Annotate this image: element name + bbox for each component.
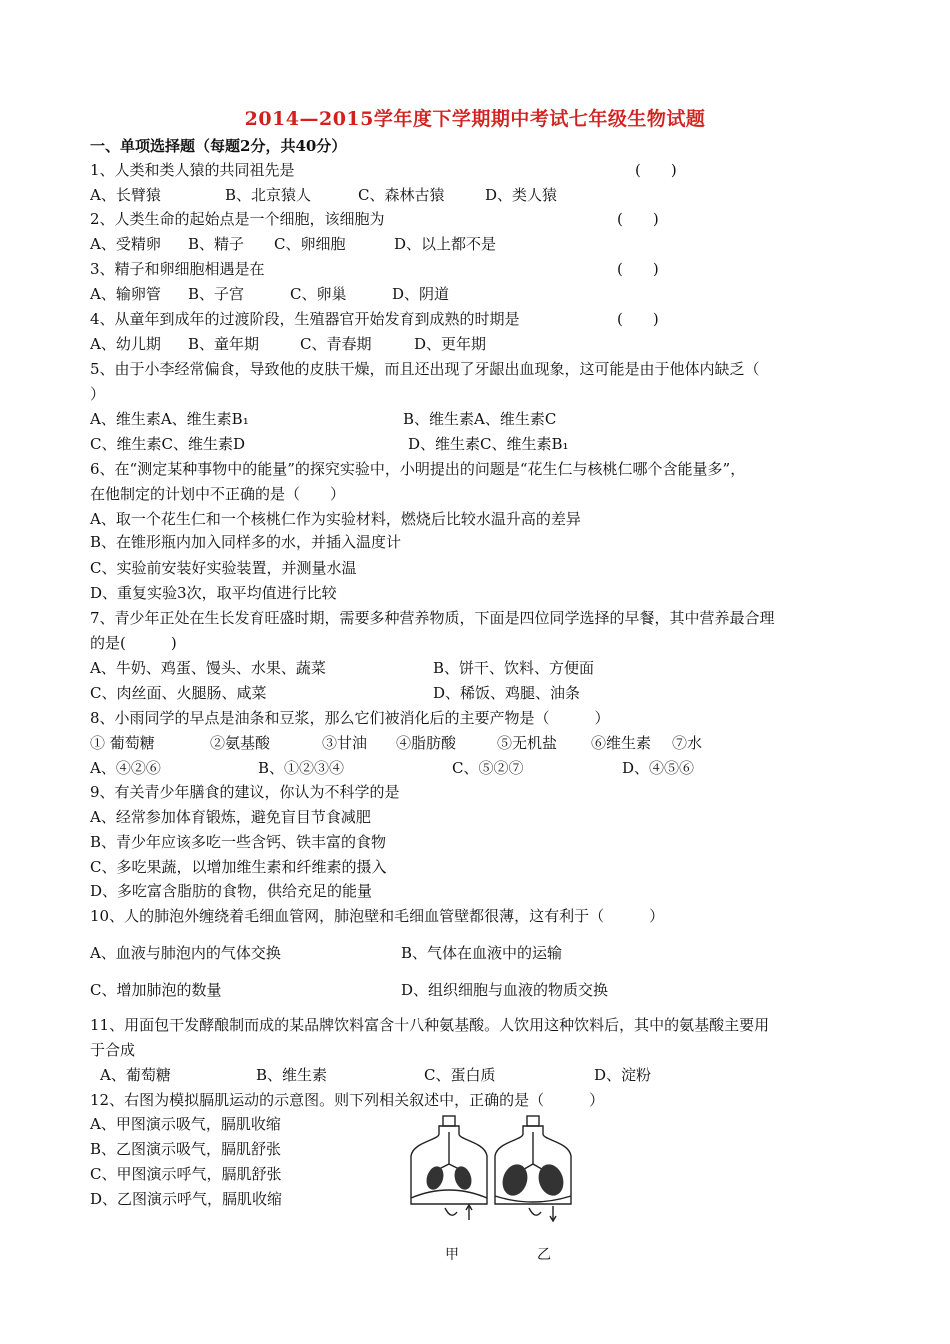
question-6-stem-cont: 在他制定的计划中不正确的是（ ） xyxy=(90,485,346,503)
question-6-option-b: B、在锥形瓶内加入同样多的水，并插入温度计 xyxy=(90,533,402,551)
question-7-option-b: B、饼干、饮料、方便面 xyxy=(433,659,595,677)
question-7-option-d: D、稀饭、鸡腿、油条 xyxy=(433,684,581,702)
question-4-option-b: B、童年期 xyxy=(188,335,260,353)
left-jar-stopper xyxy=(443,1116,455,1126)
section-heading: 一、单项选择题（每题2分，共40分） xyxy=(90,137,347,155)
question-5-option-b: B、维生素A、维生素C xyxy=(403,410,557,428)
right-jar-stopper xyxy=(527,1116,539,1126)
page-title: 2014—2015学年度下学期期中考试七年级生物试题 xyxy=(244,108,706,130)
question-4-option-d: D、更年期 xyxy=(414,335,487,353)
right-balloon-lung-2 xyxy=(535,1161,568,1199)
left-balloon-lung-2 xyxy=(452,1164,475,1192)
question-11-stem: 11、用面包干发酵酿制而成的某品牌饮料富含十八种氨基酸。人饮用这种饮料后，其中的氨基酸主要用 xyxy=(90,1016,770,1034)
question-5-stem: 5、由于小李经常偏食，导致他的皮肤干燥，而且还出现了牙龈出血现象，这可能是由于他体内缺乏（ xyxy=(90,360,760,378)
question-1-option-d: D、类人猿 xyxy=(485,186,558,204)
question-7-stem: 7、青少年正处在生长发育旺盛时期，需要多种营养物质，下面是四位同学选择的早餐，其中营养最合理 xyxy=(90,609,775,627)
question-6-option-a: A、取一个花生仁和一个核桃仁作为实验材料，燃烧后比较水温升高的差异 xyxy=(90,510,581,528)
question-7-option-a: A、牛奶、鸡蛋、馒头、水果、蔬菜 xyxy=(90,659,326,677)
question-8-option-c: C、⑤②⑦ xyxy=(452,759,524,777)
question-7-stem-cont: 的是( ) xyxy=(90,634,177,652)
question-2-stem: 2、人类生命的起始点是一个细胞，该细胞为 xyxy=(90,210,385,228)
question-11-option-a: A、葡萄糖 xyxy=(100,1066,171,1084)
question-9-stem: 9、有关青少年膳食的建议，你认为不科学的是 xyxy=(90,783,400,801)
question-8-item-2: ②氨基酸 xyxy=(210,734,271,752)
question-4-answer-paren: ( ) xyxy=(617,310,659,328)
question-2-answer-paren: ( ) xyxy=(617,210,659,228)
question-8-item-4: ④脂肪酸 xyxy=(396,734,457,752)
question-8-item-7: ⑦水 xyxy=(672,734,703,752)
question-7-option-c: C、肉丝面、火腿肠、咸菜 xyxy=(90,684,267,702)
question-2-option-a: A、受精卵 xyxy=(90,235,161,253)
bell-jar-diagram xyxy=(405,1112,585,1237)
right-balloon-lung-1 xyxy=(499,1161,532,1199)
question-11-option-c: C、蛋白质 xyxy=(424,1066,496,1084)
question-1-option-c: C、森林古猿 xyxy=(358,186,445,204)
question-12-option-a: A、甲图演示吸气，膈肌收缩 xyxy=(90,1115,281,1133)
question-3-stem: 3、精子和卵细胞相遇是在 xyxy=(90,260,265,278)
question-10-option-b: B、气体在血液中的运输 xyxy=(401,944,563,962)
question-9-option-d: D、多吃富含脂肪的食物，供给充足的能量 xyxy=(90,882,373,900)
question-8-item-3: ③甘油 xyxy=(322,734,368,752)
question-6-option-c: C、实验前安装好实验装置，并测量水温 xyxy=(90,559,357,577)
question-10-option-a: A、血液与肺泡内的气体交换 xyxy=(90,944,281,962)
diaphragm-model-figure xyxy=(405,1112,585,1262)
question-8-option-b: B、①②③④ xyxy=(258,759,345,777)
question-10-option-c: C、增加肺泡的数量 xyxy=(90,981,222,999)
question-3-answer-paren: ( ) xyxy=(617,260,659,278)
question-5-option-d: D、维生素C、维生素B₁ xyxy=(408,435,569,453)
figure-label-jia: 甲 xyxy=(445,1247,459,1263)
question-9-option-b: B、青少年应该多吃一些含钙、铁丰富的食物 xyxy=(90,833,387,851)
question-1-option-a: A、长臂猿 xyxy=(90,186,161,204)
question-11-option-b: B、维生素 xyxy=(256,1066,328,1084)
question-5-option-c: C、维生素C、维生素D xyxy=(90,435,245,453)
question-10-option-d: D、组织细胞与血液的物质交换 xyxy=(401,981,609,999)
figure-label-yi: 乙 xyxy=(537,1247,551,1263)
question-3-option-a: A、输卵管 xyxy=(90,285,161,303)
left-diaphragm-membrane xyxy=(411,1190,487,1198)
question-1-stem: 1、人类和类人猿的共同祖先是 xyxy=(90,161,295,179)
question-8-item-5: ⑤无机盐 xyxy=(497,734,558,752)
question-6-stem: 6、在“测定某种事物中的能量”的探究实验中，小明提出的问题是“花生仁与核桃仁哪个含能量多”， xyxy=(90,460,746,478)
left-balloon-lung-1 xyxy=(424,1164,447,1192)
question-10-stem: 10、人的肺泡外缠绕着毛细血管网，肺泡壁和毛细血管壁都很薄，这有利于（ ） xyxy=(90,907,665,925)
question-8-item-6: ⑥维生素 xyxy=(591,734,652,752)
question-8-option-d: D、④⑤⑥ xyxy=(622,759,695,777)
question-5-stem-cont: ） xyxy=(90,385,106,403)
question-5-option-a: A、维生素A、维生素B₁ xyxy=(90,410,249,428)
question-12-option-d: D、乙图演示呼气，膈肌收缩 xyxy=(90,1190,283,1208)
right-diaphragm-membrane xyxy=(495,1196,571,1202)
question-12-option-b: B、乙图演示吸气，膈肌舒张 xyxy=(90,1140,282,1158)
question-12-stem: 12、右图为模拟膈肌运动的示意图。则下列相关叙述中，正确的是（ ） xyxy=(90,1091,605,1109)
question-1-option-b: B、北京猿人 xyxy=(225,186,312,204)
question-2-option-b: B、精子 xyxy=(188,235,245,253)
question-8-item-1: ① 葡萄糖 xyxy=(90,734,155,752)
question-9-option-c: C、多吃果蔬，以增加维生素和纤维素的摄入 xyxy=(90,858,387,876)
question-6-option-d: D、重复实验3次，取平均值进行比较 xyxy=(90,584,337,602)
question-12-option-c: C、甲图演示呼气，膈肌舒张 xyxy=(90,1165,282,1183)
question-3-option-c: C、卵巢 xyxy=(290,285,347,303)
question-4-option-c: C、青春期 xyxy=(300,335,372,353)
question-11-stem-cont: 于合成 xyxy=(90,1041,136,1059)
question-3-option-b: B、子宫 xyxy=(188,285,245,303)
question-2-option-c: C、卵细胞 xyxy=(274,235,346,253)
question-4-stem: 4、从童年到成年的过渡阶段，生殖器官开始发育到成熟的时期是 xyxy=(90,310,520,328)
question-2-option-d: D、以上都不是 xyxy=(394,235,497,253)
question-4-option-a: A、幼儿期 xyxy=(90,335,161,353)
question-8-option-a: A、④②⑥ xyxy=(90,759,161,777)
question-9-option-a: A、经常参加体育锻炼，避免盲目节食减肥 xyxy=(90,808,371,826)
question-3-option-d: D、阴道 xyxy=(392,285,450,303)
question-8-stem: 8、小雨同学的早点是油条和豆浆，那么它们被消化后的主要产物是（ ） xyxy=(90,709,610,727)
question-11-option-d: D、淀粉 xyxy=(594,1066,652,1084)
question-1-answer-paren: ( ) xyxy=(635,161,677,179)
